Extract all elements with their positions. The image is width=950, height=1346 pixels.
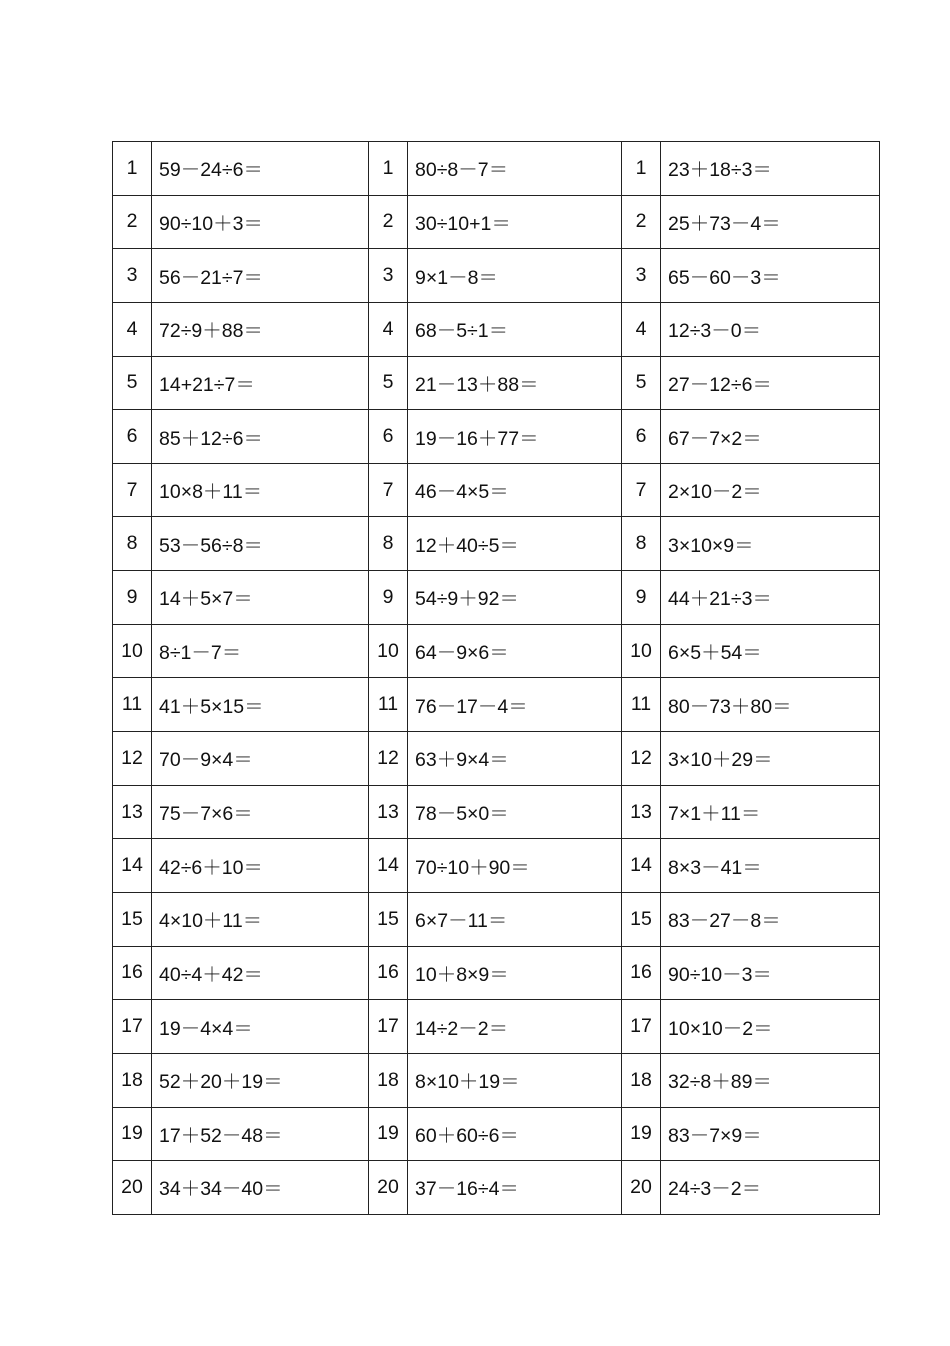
problem-expression: 9×1－8＝ [408, 249, 622, 303]
problem-expression: 3×10×9＝ [661, 517, 880, 571]
problem-rows [113, 142, 880, 1215]
problem-number: 17 [113, 1000, 152, 1054]
problem-number: 2 [369, 195, 408, 249]
problem-expression: 8×3－41＝ [661, 839, 880, 893]
problem-number: 11 [113, 678, 152, 732]
problem-expression: 72÷9＋88＝ [152, 302, 369, 356]
problem-number: 8 [113, 517, 152, 571]
problem-expression: 12＋40÷5＝ [408, 517, 622, 571]
problem-number: 13 [113, 785, 152, 839]
problem-expression: 23＋18÷3＝ [661, 142, 880, 196]
problem-expression: 2×10－2＝ [661, 463, 880, 517]
problem-expression: 21－13＋88＝ [408, 356, 622, 410]
problem-number: 10 [113, 624, 152, 678]
problem-number: 20 [622, 1161, 661, 1215]
problem-expression: 85＋12÷6＝ [152, 410, 369, 464]
problem-expression: 80－73＋80＝ [661, 678, 880, 732]
table-row [113, 678, 880, 732]
problem-number: 19 [622, 1107, 661, 1161]
table-row [113, 517, 880, 571]
problem-number: 6 [622, 410, 661, 464]
problem-expression: 59－24÷6＝ [152, 142, 369, 196]
problem-expression: 14+21÷7＝ [152, 356, 369, 410]
problem-expression: 14＋5×7＝ [152, 571, 369, 625]
problem-number: 7 [622, 463, 661, 517]
table-row [113, 1161, 880, 1215]
problem-number: 10 [369, 624, 408, 678]
problem-expression: 34＋34－40＝ [152, 1161, 369, 1215]
problem-expression: 40÷4＋42＝ [152, 946, 369, 1000]
problem-expression: 32÷8＋89＝ [661, 1053, 880, 1107]
problem-number: 19 [369, 1107, 408, 1161]
problem-expression: 63＋9×4＝ [408, 732, 622, 786]
table-row [113, 463, 880, 517]
problem-number: 10 [622, 624, 661, 678]
problem-number: 6 [113, 410, 152, 464]
problem-number: 14 [369, 839, 408, 893]
problem-number: 5 [113, 356, 152, 410]
problem-number: 14 [622, 839, 661, 893]
problem-expression: 65－60－3＝ [661, 249, 880, 303]
problem-expression: 3×10＋29＝ [661, 732, 880, 786]
problem-expression: 8÷1－7＝ [152, 624, 369, 678]
problem-number: 16 [369, 946, 408, 1000]
problem-expression: 44＋21÷3＝ [661, 571, 880, 625]
problem-expression: 56－21÷7＝ [152, 249, 369, 303]
table-row [113, 1000, 880, 1054]
problem-expression: 68－5÷1＝ [408, 302, 622, 356]
problem-number: 7 [369, 463, 408, 517]
problem-expression: 14÷2－2＝ [408, 1000, 622, 1054]
problem-number: 16 [622, 946, 661, 1000]
problem-expression: 41＋5×15＝ [152, 678, 369, 732]
problem-expression: 19－4×4＝ [152, 1000, 369, 1054]
table-row [113, 195, 880, 249]
table-row [113, 571, 880, 625]
table-row [113, 946, 880, 1000]
table-row [113, 302, 880, 356]
problem-number: 3 [369, 249, 408, 303]
problem-number: 1 [622, 142, 661, 196]
problem-expression: 27－12÷6＝ [661, 356, 880, 410]
problem-expression: 17＋52－48＝ [152, 1107, 369, 1161]
problem-number: 4 [622, 302, 661, 356]
problem-number: 9 [369, 571, 408, 625]
problem-expression: 10×10－2＝ [661, 1000, 880, 1054]
problem-expression: 83－7×9＝ [661, 1107, 880, 1161]
table-row [113, 249, 880, 303]
problem-expression: 4×10＋11＝ [152, 892, 369, 946]
problem-number: 16 [113, 946, 152, 1000]
problem-number: 7 [113, 463, 152, 517]
problem-number: 3 [113, 249, 152, 303]
problem-number: 1 [369, 142, 408, 196]
table-row [113, 624, 880, 678]
problem-number: 11 [369, 678, 408, 732]
problem-number: 20 [369, 1161, 408, 1215]
problem-expression: 8×10＋19＝ [408, 1053, 622, 1107]
problem-number: 17 [622, 1000, 661, 1054]
problem-number: 15 [622, 892, 661, 946]
problem-expression: 90÷10＋3＝ [152, 195, 369, 249]
problem-expression: 80÷8－7＝ [408, 142, 622, 196]
problem-number: 18 [369, 1053, 408, 1107]
problem-expression: 37－16÷4＝ [408, 1161, 622, 1215]
problem-number: 9 [622, 571, 661, 625]
problem-number: 18 [622, 1053, 661, 1107]
table-row [113, 356, 880, 410]
problem-expression: 46－4×5＝ [408, 463, 622, 517]
arithmetic-problem-table [112, 141, 880, 1215]
problem-number: 15 [113, 892, 152, 946]
problem-expression: 78－5×0＝ [408, 785, 622, 839]
problem-number: 12 [622, 732, 661, 786]
table-row [113, 410, 880, 464]
problem-expression: 60＋60÷6＝ [408, 1107, 622, 1161]
problem-number: 20 [113, 1161, 152, 1215]
problem-number: 5 [622, 356, 661, 410]
problem-number: 2 [622, 195, 661, 249]
worksheet [112, 141, 879, 1214]
table-row [113, 785, 880, 839]
problem-expression: 12÷3－0＝ [661, 302, 880, 356]
problem-expression: 6×5＋54＝ [661, 624, 880, 678]
problem-expression: 75－7×6＝ [152, 785, 369, 839]
problem-expression: 67－7×2＝ [661, 410, 880, 464]
table-row [113, 892, 880, 946]
problem-expression: 53－56÷8＝ [152, 517, 369, 571]
problem-expression: 76－17－4＝ [408, 678, 622, 732]
problem-expression: 30÷10+1＝ [408, 195, 622, 249]
problem-expression: 83－27－8＝ [661, 892, 880, 946]
problem-number: 19 [113, 1107, 152, 1161]
problem-expression: 54÷9＋92＝ [408, 571, 622, 625]
problem-expression: 7×1＋11＝ [661, 785, 880, 839]
table-row [113, 1053, 880, 1107]
table-row [113, 732, 880, 786]
problem-number: 4 [369, 302, 408, 356]
problem-expression: 64－9×6＝ [408, 624, 622, 678]
problem-number: 13 [369, 785, 408, 839]
problem-number: 18 [113, 1053, 152, 1107]
problem-number: 8 [622, 517, 661, 571]
problem-number: 12 [113, 732, 152, 786]
problem-number: 1 [113, 142, 152, 196]
problem-expression: 25＋73－4＝ [661, 195, 880, 249]
problem-number: 4 [113, 302, 152, 356]
problem-number: 11 [622, 678, 661, 732]
problem-number: 17 [369, 1000, 408, 1054]
problem-expression: 10＋8×9＝ [408, 946, 622, 1000]
problem-number: 14 [113, 839, 152, 893]
table-row [113, 142, 880, 196]
problem-expression: 24÷3－2＝ [661, 1161, 880, 1215]
problem-expression: 19－16＋77＝ [408, 410, 622, 464]
problem-number: 3 [622, 249, 661, 303]
problem-expression: 70÷10＋90＝ [408, 839, 622, 893]
problem-expression: 70－9×4＝ [152, 732, 369, 786]
problem-number: 9 [113, 571, 152, 625]
problem-expression: 90÷10－3＝ [661, 946, 880, 1000]
problem-number: 8 [369, 517, 408, 571]
problem-number: 6 [369, 410, 408, 464]
table-row [113, 1107, 880, 1161]
problem-number: 5 [369, 356, 408, 410]
problem-expression: 52＋20＋19＝ [152, 1053, 369, 1107]
problem-number: 15 [369, 892, 408, 946]
problem-number: 12 [369, 732, 408, 786]
table-row [113, 839, 880, 893]
problem-number: 13 [622, 785, 661, 839]
problem-number: 2 [113, 195, 152, 249]
problem-expression: 6×7－11＝ [408, 892, 622, 946]
problem-expression: 42÷6＋10＝ [152, 839, 369, 893]
problem-expression: 10×8＋11＝ [152, 463, 369, 517]
